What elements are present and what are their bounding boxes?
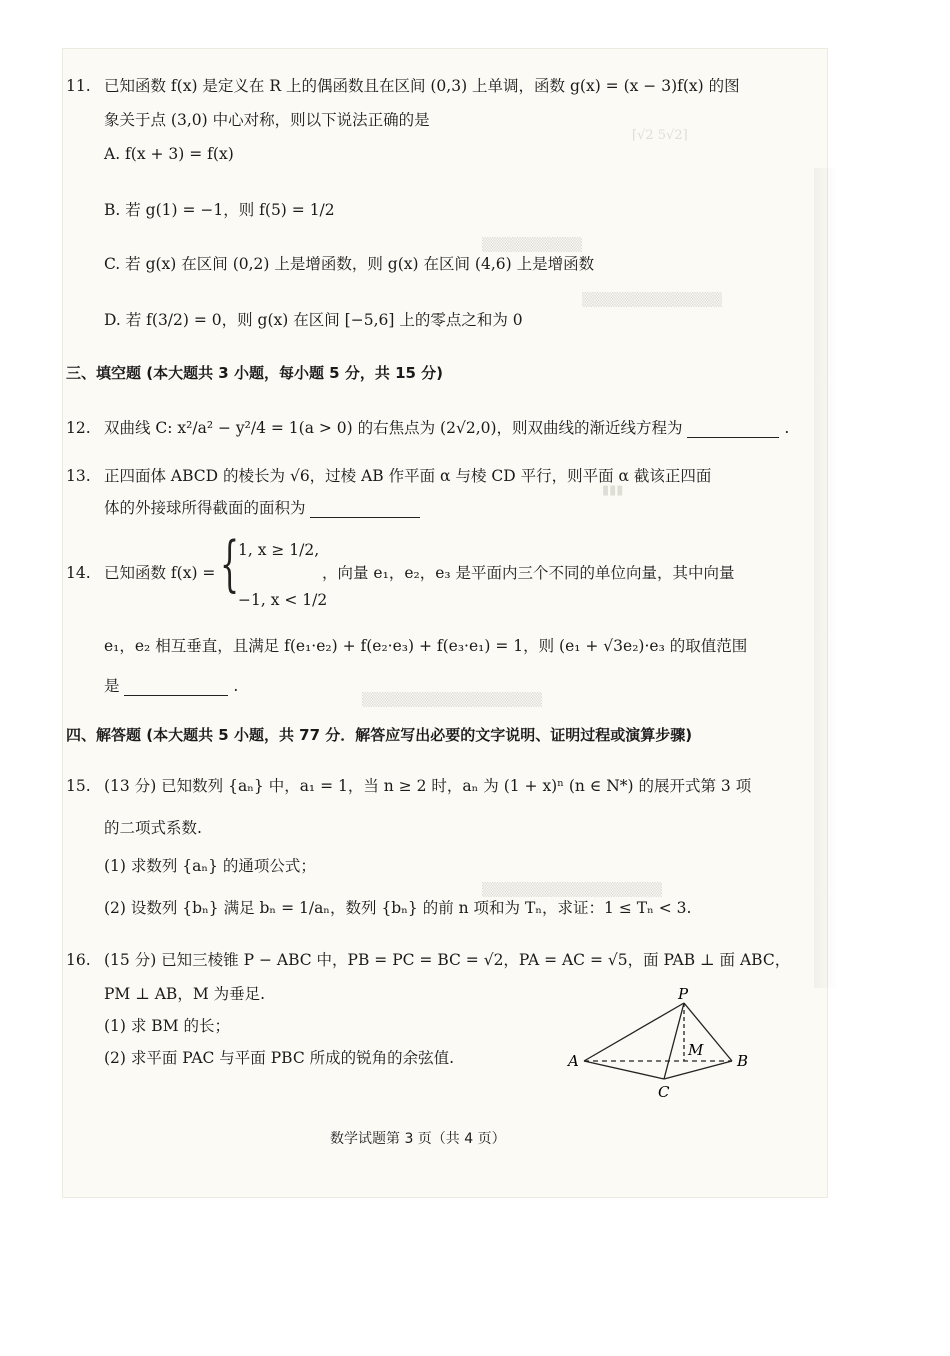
section3-title: 三、填空题 (本大题共 3 小题，每小题 5 分，共 15 分) bbox=[66, 364, 444, 382]
q16-line1: (15 分) 已知三棱锥 P − ABC 中，PB = PC = BC = √2，PA = AC = √5，面 PAB ⊥ 面 ABC， bbox=[104, 951, 791, 969]
q13-line2-text: 体的外接球所得截面的面积为 bbox=[104, 499, 306, 517]
bleed-through: ▮▮▮ bbox=[602, 483, 624, 498]
q15-line2: 的二项式系数. bbox=[104, 819, 202, 837]
q16-part2: (2) 求平面 PAC 与平面 PBC 所成的锐角的余弦值. bbox=[104, 1049, 455, 1067]
page-footer: 数学试题第 3 页（共 4 页） bbox=[330, 1131, 506, 1147]
q11-option-a: A. f(x + 3) = f(x) bbox=[104, 145, 234, 163]
q16-number: 16. bbox=[66, 951, 91, 969]
q14-line3-text: 是 bbox=[104, 677, 120, 695]
label-M: M bbox=[688, 1041, 704, 1059]
q14-end: . bbox=[233, 677, 239, 695]
q14-case1: 1, x ≥ 1/2, bbox=[238, 541, 320, 559]
q13-answer-blank[interactable] bbox=[310, 501, 420, 518]
q12-stem: 双曲线 C: x²/a² − y²/4 = 1(a > 0) 的右焦点为 (2√2,0)，则双曲线的渐近线方程为 bbox=[104, 419, 683, 437]
q16-line2: PM ⊥ AB，M 为垂足. bbox=[104, 985, 266, 1003]
bleed-through: ▒▒▒▒▒▒▒▒▒▒ bbox=[482, 238, 582, 253]
pyramid-figure bbox=[560, 985, 760, 1105]
bleed-through: ▒▒▒▒▒▒▒▒▒▒▒▒▒▒▒▒▒▒ bbox=[362, 693, 542, 708]
q16-part1: (1) 求 BM 的长； bbox=[104, 1017, 230, 1035]
q12-number: 12. bbox=[66, 419, 91, 437]
q14-line2: e₁，e₂ 相互垂直，且满足 f(e₁·e₂) + f(e₂·e₃) + f(e₃·e₁) = 1，则 (e₁ + √3e₂)·e₃ 的取值范围 bbox=[104, 637, 748, 655]
q11-option-c: C. 若 g(x) 在区间 (0,2) 上是增函数，则 g(x) 在区间 (4,6) 上是增函数 bbox=[104, 255, 595, 273]
edge-PC bbox=[664, 1003, 684, 1079]
q14-line3 bbox=[104, 676, 238, 696]
q11-stem-line2: 象关于点 (3,0) 中心对称，则以下说法正确的是 bbox=[104, 111, 430, 129]
q14-after: ，向量 e₁，e₂，e₃ 是平面内三个不同的单位向量，其中向量 bbox=[322, 564, 735, 582]
edge-CB bbox=[664, 1061, 732, 1079]
label-B: B bbox=[737, 1052, 749, 1070]
q14-number: 14. bbox=[66, 564, 91, 582]
edge-AC bbox=[584, 1061, 664, 1079]
q11-option-d: D. 若 f(3/2) = 0，则 g(x) 在区间 [−5,6] 上的零点之和为 0 bbox=[104, 311, 523, 329]
piecewise-brace: { bbox=[220, 529, 240, 599]
q12-answer-blank[interactable] bbox=[687, 421, 779, 438]
bleed-through: ▒▒▒▒▒▒▒▒▒▒▒▒▒▒▒▒▒▒ bbox=[482, 883, 662, 898]
q11-stem-line1: 已知函数 f(x) 是定义在 R 上的偶函数且在区间 (0,3) 上单调，函数 g(x) = (x − 3)f(x) 的图 bbox=[104, 77, 740, 95]
q14-answer-blank[interactable] bbox=[124, 679, 228, 696]
q12-text bbox=[104, 418, 789, 438]
q11-number: 11. bbox=[66, 77, 91, 95]
q15-part2: (2) 设数列 {bₙ} 满足 bₙ = 1/aₙ，数列 {bₙ} 的前 n 项和为 Tₙ，求证：1 ≤ Tₙ < 3. bbox=[104, 899, 692, 917]
bleed-through: ▒▒▒▒▒▒▒▒▒▒▒▒▒▒ bbox=[582, 293, 722, 308]
label-P: P bbox=[678, 985, 689, 1003]
edge-PA bbox=[584, 1003, 684, 1061]
q14-prefix: 已知函数 f(x) = bbox=[104, 564, 216, 582]
q15-line1: (13 分) 已知数列 {aₙ} 中，a₁ = 1，当 n ≥ 2 时，aₙ 为 (1 + x)ⁿ (n ∈ N*) 的展开式第 3 项 bbox=[104, 777, 752, 795]
q13-number: 13. bbox=[66, 467, 91, 485]
bleed-through: ⌈√2 5√2⌉ bbox=[632, 128, 688, 143]
q12-end: . bbox=[784, 419, 790, 437]
q15-part1: (1) 求数列 {aₙ} 的通项公式； bbox=[104, 857, 316, 875]
q15-number: 15. bbox=[66, 777, 91, 795]
label-C: C bbox=[658, 1083, 670, 1101]
q13-line1: 正四面体 ABCD 的棱长为 √6，过棱 AB 作平面 α 与棱 CD 平行，则平面 α 截该正四面 bbox=[104, 467, 712, 485]
q14-case2: −1, x < 1/2 bbox=[238, 591, 328, 609]
label-A: A bbox=[568, 1052, 579, 1070]
q13-line2 bbox=[104, 498, 420, 518]
section4-title: 四、解答题 (本大题共 5 小题，共 77 分．解答应写出必要的文字说明、证明过程或演算步骤) bbox=[66, 726, 693, 744]
q11-option-b: B. 若 g(1) = −1，则 f(5) = 1/2 bbox=[104, 201, 335, 219]
